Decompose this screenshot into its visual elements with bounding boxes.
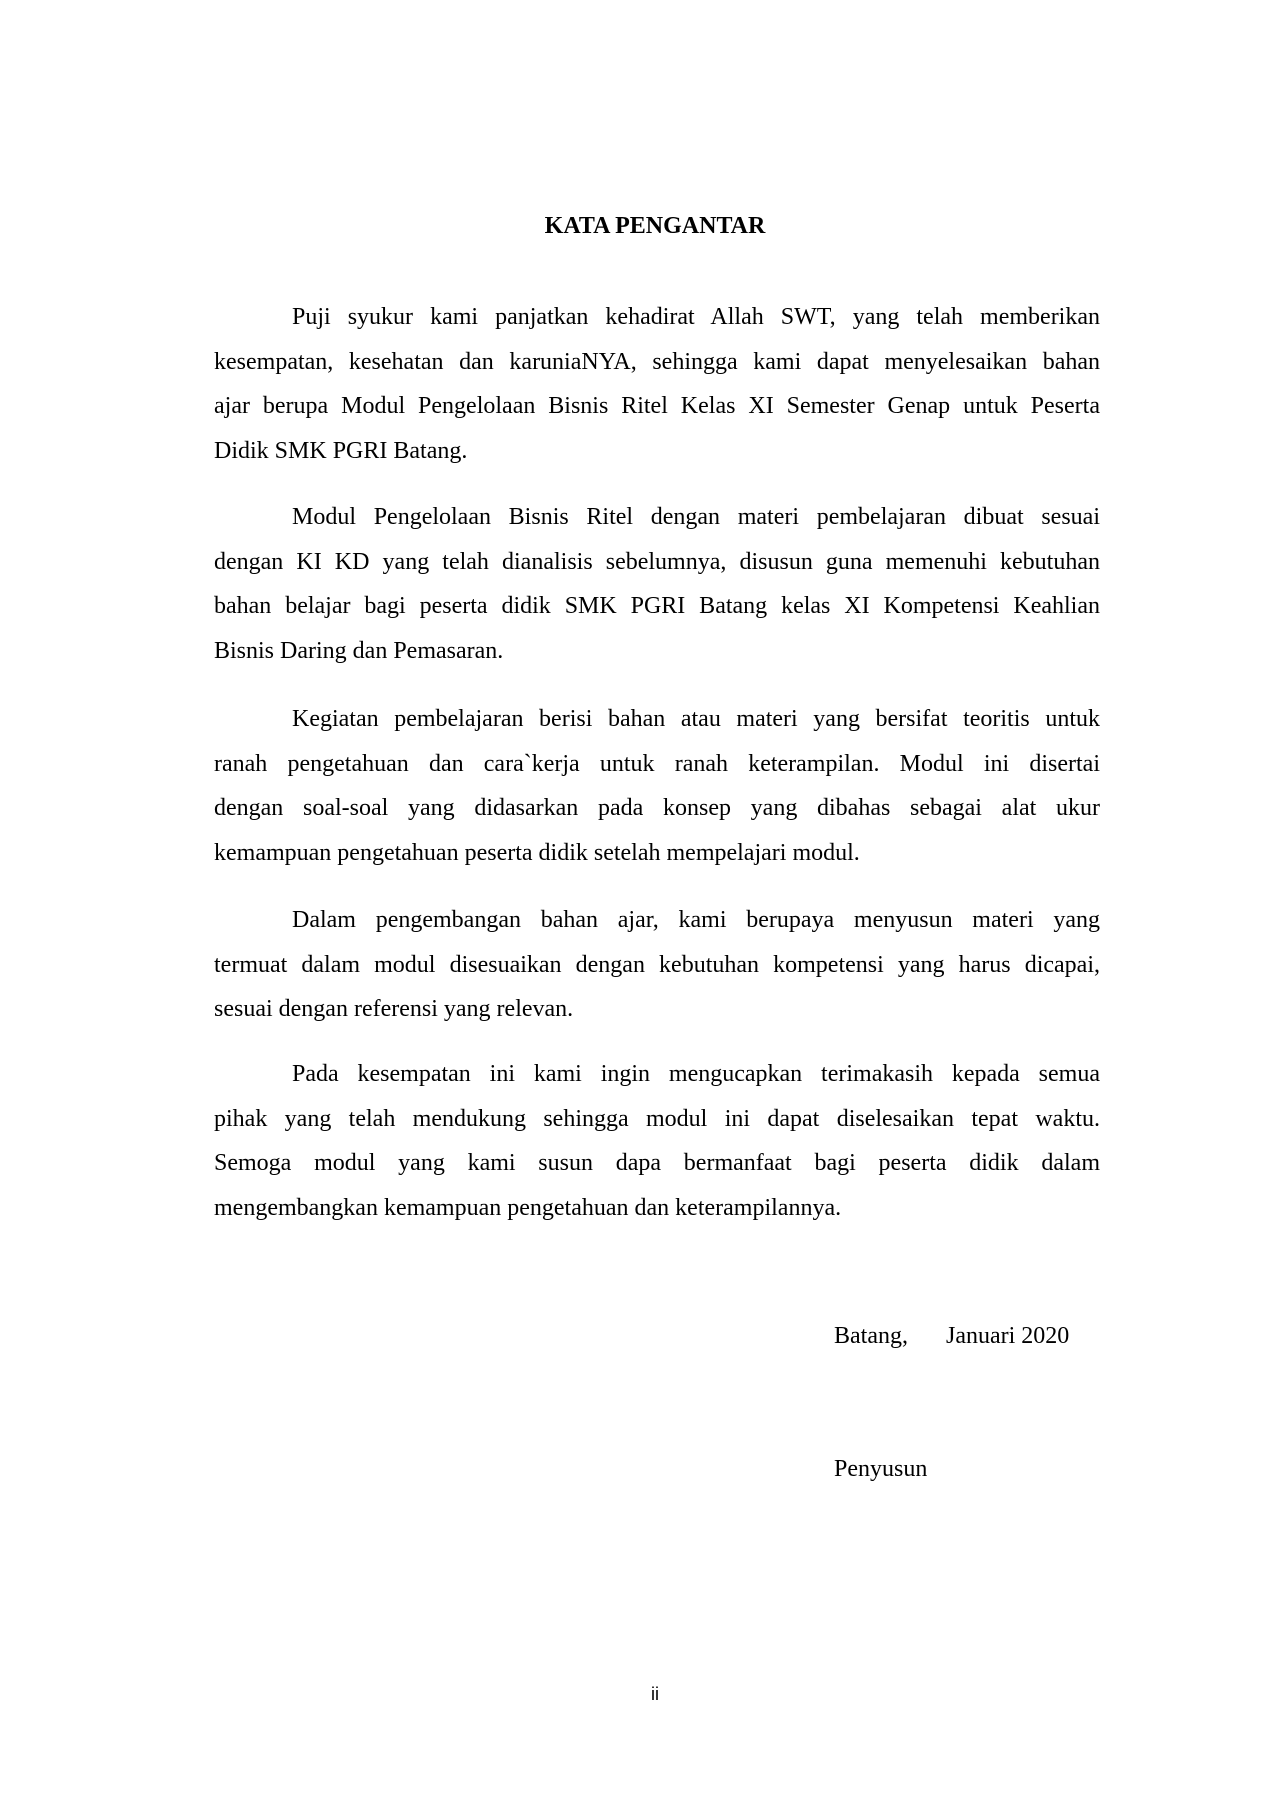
paragraph (214, 495, 1100, 674)
paragraph-line: Kegiatan pembelajaran berisi bahan atau materi yang bersifat teoritis untuk (292, 706, 1100, 732)
paragraph-line: mengembangkan kemampuan pengetahuan dan keterampilannya. (214, 1195, 842, 1222)
signature-place: Batang, (834, 1323, 908, 1349)
paragraph-line: ranah pengetahuan dan cara`kerja untuk ranah keterampilan. Modul ini disertai (214, 750, 1100, 777)
paragraph-line: Semoga modul yang kami susun dapa bermanfaat bagi peserta didik dalam (214, 1150, 1100, 1177)
paragraph-line: dengan KI KD yang telah dianalisis sebelumnya, disusun guna memenuhi kebutuhan (214, 548, 1100, 575)
paragraph-line: Bisnis Daring dan Pemasaran. (214, 638, 504, 665)
page-title: KATA PENGANTAR (544, 213, 766, 239)
paragraph-line: kesempatan, kesehatan dan karuniaNYA, sehingga kami dapat menyelesaikan bahan (214, 348, 1100, 375)
paragraph-line: dengan soal-soal yang didasarkan pada konsep yang dibahas sebagai alat ukur (214, 795, 1100, 822)
signature-date: Januari 2020 (946, 1323, 1070, 1349)
paragraph-line: Modul Pengelolaan Bisnis Ritel dengan materi pembelajaran dibuat sesuai (292, 504, 1100, 530)
paragraph-line: Dalam pengembangan bahan ajar, kami berupaya menyusun materi yang (292, 907, 1100, 933)
paragraph (214, 295, 1100, 474)
paragraph-line: termuat dalam modul disesuaikan dengan kebutuhan kompetensi yang harus dicapai, (214, 951, 1100, 978)
page-number: ii (651, 1684, 659, 1704)
paragraph-line: pihak yang telah mendukung sehingga modul ini dapat diselesaikan tepat waktu. (214, 1105, 1100, 1132)
paragraph-line: Puji syukur kami panjatkan kehadirat Allah SWT, yang telah memberikan (292, 304, 1100, 330)
paragraph-line: Pada kesempatan ini kami ingin mengucapkan terimakasih kepada semua (292, 1061, 1100, 1087)
paragraph-line: Didik SMK PGRI Batang. (214, 438, 468, 465)
paragraph-line: bahan belajar bagi peserta didik SMK PGRI Batang kelas XI Kompetensi Keahlian (214, 593, 1100, 620)
paragraph-line: sesuai dengan referensi yang relevan. (214, 996, 574, 1023)
paragraph-line: ajar berupa Modul Pengelolaan Bisnis Ritel Kelas XI Semester Genap untuk Peserta (214, 393, 1100, 420)
signature-author: Penyusun (834, 1456, 928, 1482)
paragraph (214, 898, 1100, 1032)
paragraph (214, 1052, 1100, 1231)
paragraph-line: kemampuan pengetahuan peserta didik setelah mempelajari modul. (214, 840, 860, 867)
paragraph (214, 697, 1100, 876)
